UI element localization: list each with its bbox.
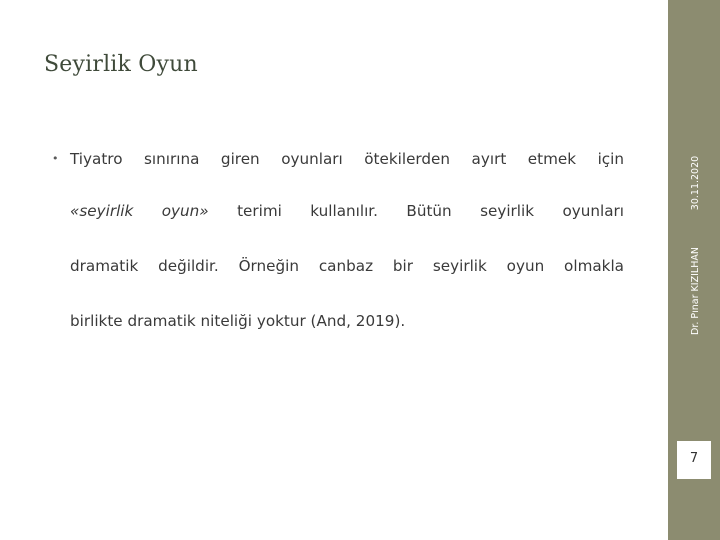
bullet-line-1: Tiyatro sınırına giren oyunları ötekilerden ayırt etmek için xyxy=(70,150,624,168)
bullet-line-3: dramatik değildir. Örneğin canbaz bir seyirlik oyun olmakla xyxy=(70,257,624,275)
bullet-icon: • xyxy=(52,152,59,165)
bullet-line-2 xyxy=(70,202,624,220)
bullet-line-2-rest: terimi kullanılır. Bütün seyirlik oyunları xyxy=(208,202,624,220)
slide-author: Dr. Pınar KIZILHAN xyxy=(690,247,701,335)
bullet-line-4: birlikte dramatik niteliği yoktur (And, 2019). xyxy=(70,312,406,330)
page-number: 7 xyxy=(689,451,699,466)
slide-title: Seyirlik Oyun xyxy=(44,52,198,77)
italic-term: «seyirlik oyun» xyxy=(70,202,209,220)
page-number-box xyxy=(677,441,711,477)
slide-date: 30.11.2020 xyxy=(690,155,701,211)
